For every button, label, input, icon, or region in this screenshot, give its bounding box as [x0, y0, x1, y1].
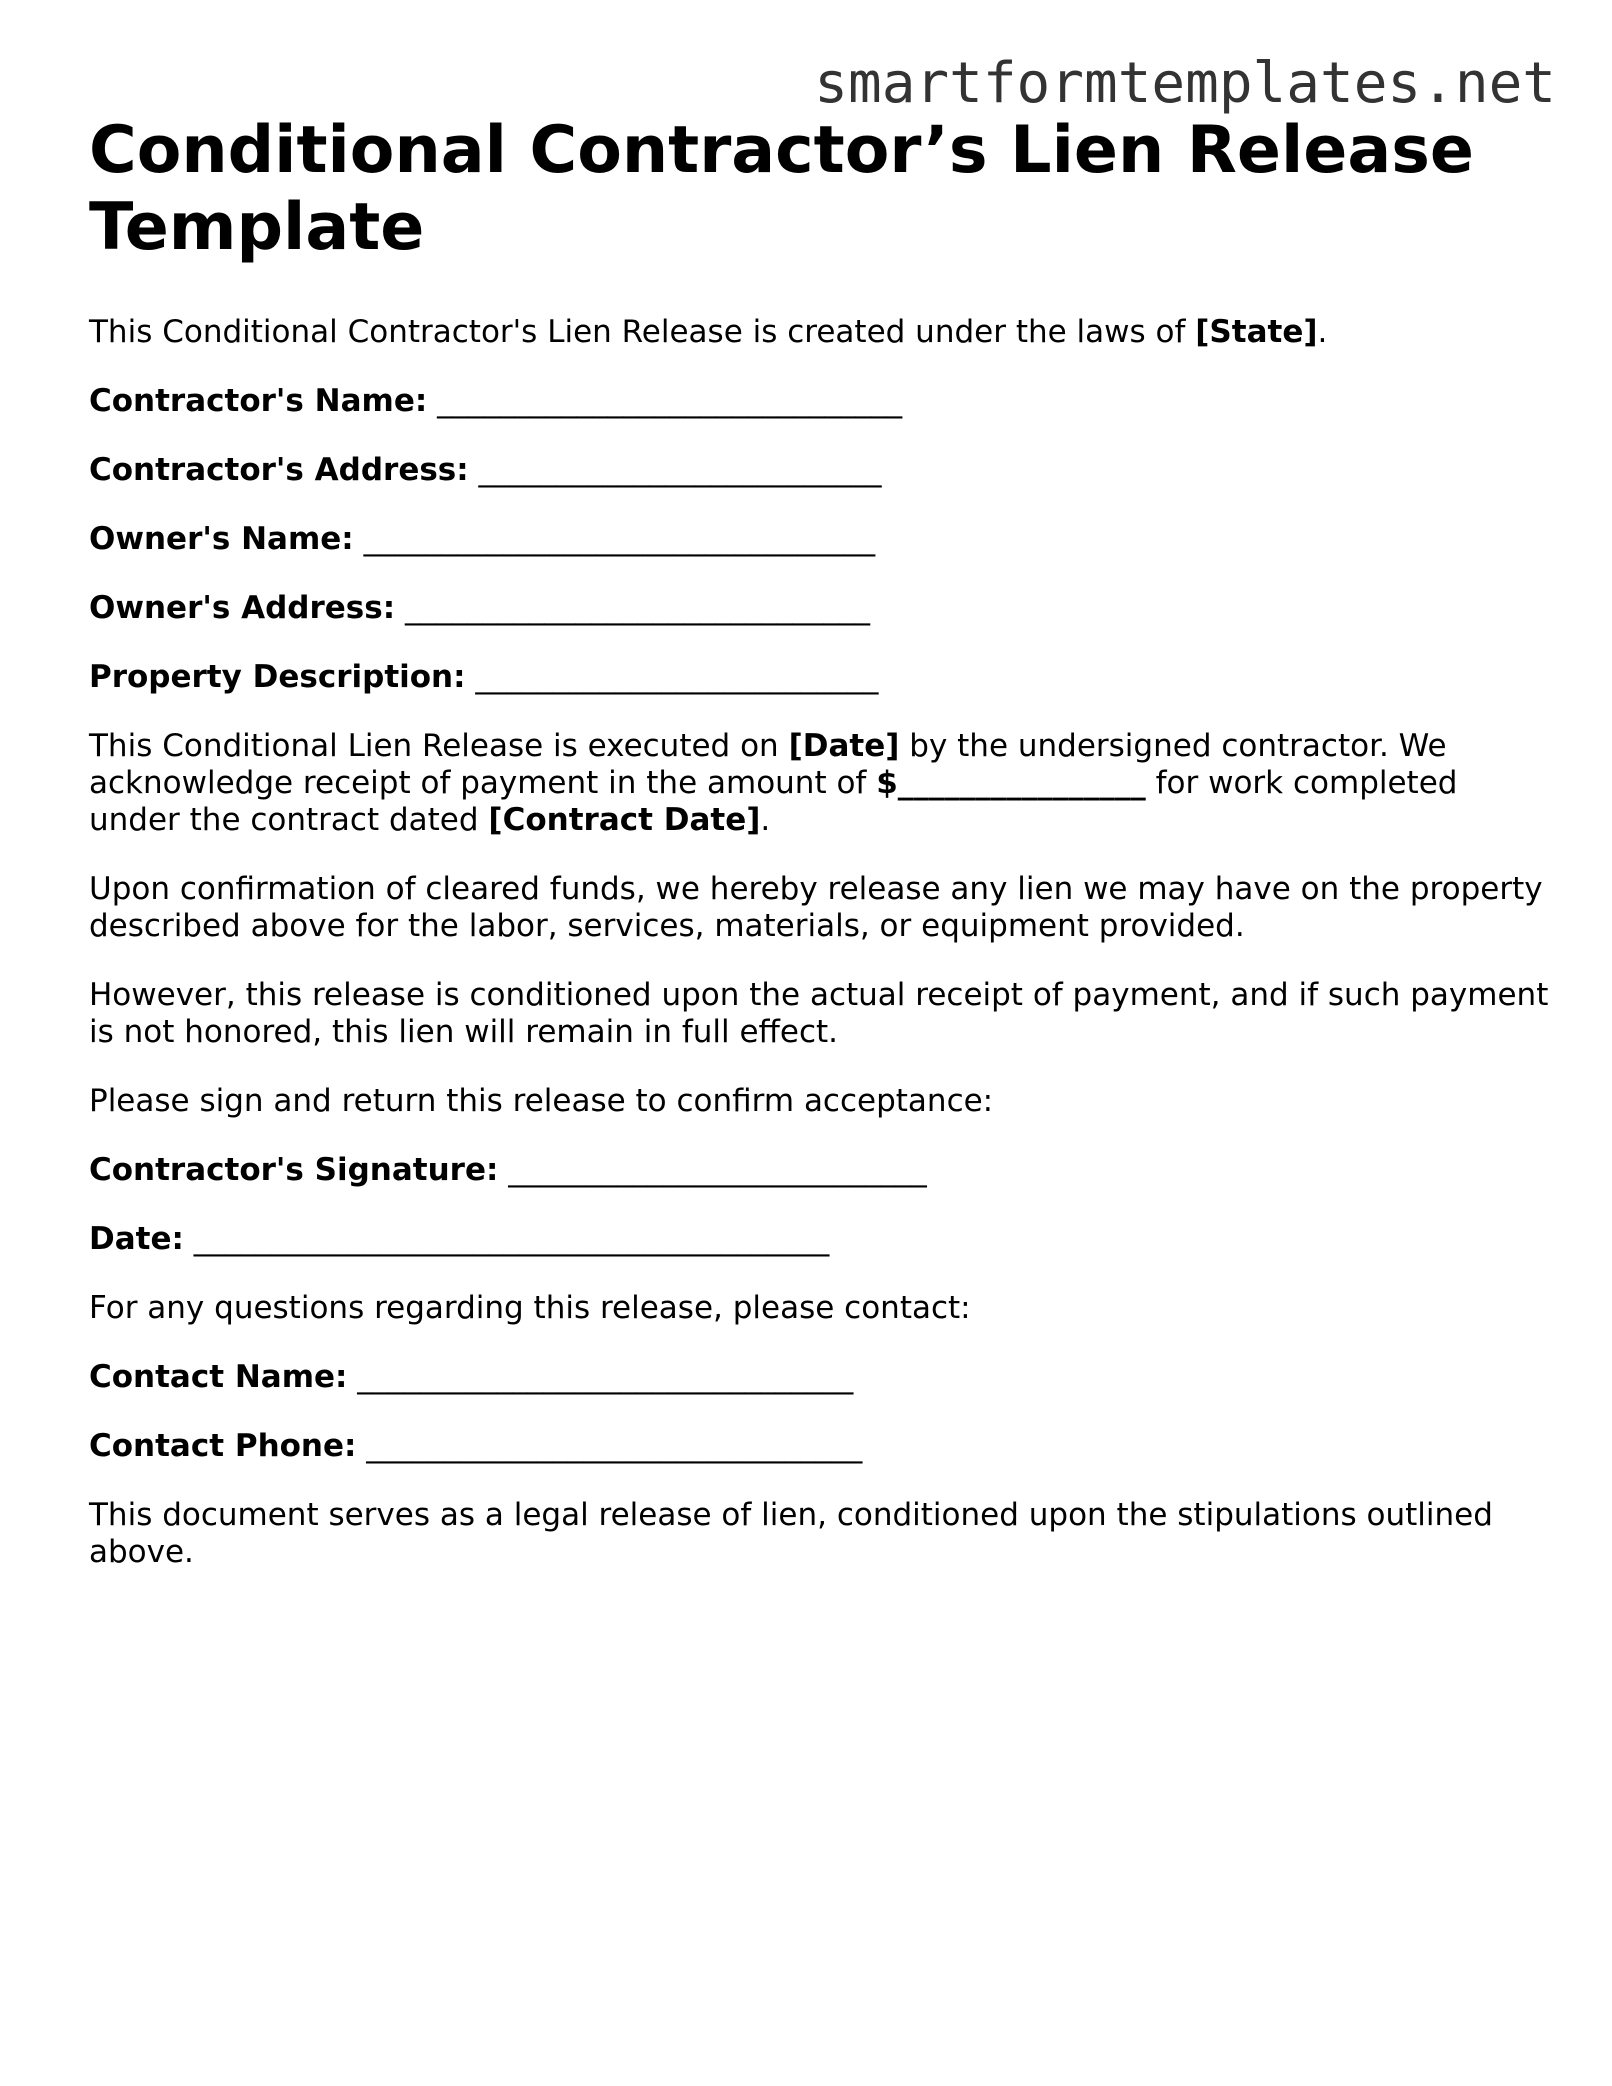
execution-paragraph	[89, 728, 1549, 839]
closing-paragraph: This document serves as a legal release of lien, conditioned upon the stipulations outlined above.	[89, 1497, 1493, 1570]
owner-address-blank[interactable]: ______________________________	[404, 590, 870, 626]
execution-text-2: by the undersigned contractor. We acknowledge receipt of payment in the amount of	[89, 728, 1447, 801]
title-line-2: Template	[89, 190, 425, 265]
contractor-name-blank[interactable]: ______________________________	[437, 383, 903, 419]
contact-phone-label: Contact Phone:	[89, 1428, 357, 1464]
contact-name-blank[interactable]: ________________________________	[357, 1359, 854, 1395]
sign-instruction: Please sign and return this release to confirm acceptance:	[89, 1083, 994, 1119]
owner-name-blank[interactable]: _________________________________	[363, 521, 876, 557]
release-paragraph: Upon confirmation of cleared funds, we hereby release any lien we may have on the property described above for the labor, services, materials, or equipment provided.	[89, 871, 1543, 944]
owner-name-field	[89, 521, 1549, 558]
contact-phone-blank[interactable]: ________________________________	[366, 1428, 863, 1464]
date-field	[89, 1221, 1549, 1258]
contact-name-label: Contact Name:	[89, 1359, 348, 1395]
contractor-address-blank[interactable]: __________________________	[478, 452, 882, 488]
execution-text-4: .	[760, 802, 771, 838]
document-body	[89, 112, 1549, 1571]
date-placeholder: [Date]	[788, 728, 900, 764]
owner-address-field	[89, 590, 1549, 627]
amount-blank[interactable]: $________________	[876, 765, 1146, 801]
execution-text-1: This Conditional Lien Release is executed on	[89, 728, 789, 764]
intro-text: This Conditional Contractor's Lien Release is created under the laws of	[89, 314, 1196, 350]
execution-text-3: for work completed under the contract dated	[89, 765, 1458, 838]
title-line-1: Conditional Contractor’s Lien Release	[89, 113, 1474, 188]
owner-address-label: Owner's Address:	[89, 590, 396, 626]
contractor-name-field	[89, 383, 1549, 420]
signature-blank[interactable]: ___________________________	[508, 1152, 927, 1188]
contractor-address-label: Contractor's Address:	[89, 452, 469, 488]
property-description-blank[interactable]: __________________________	[475, 659, 879, 695]
contract-date-placeholder: [Contract Date]	[488, 802, 761, 838]
state-placeholder: [State]	[1195, 314, 1318, 350]
contact-name-field	[89, 1359, 1549, 1396]
contact-phone-field	[89, 1428, 1549, 1465]
date-label: Date:	[89, 1221, 184, 1257]
document-title	[89, 112, 1549, 266]
contractor-name-label: Contractor's Name:	[89, 383, 428, 419]
intro-paragraph	[89, 314, 1549, 351]
property-description-label: Property Description:	[89, 659, 466, 695]
date-blank[interactable]: _________________________________________	[193, 1221, 830, 1257]
contact-instruction: For any questions regarding this release, please contact:	[89, 1290, 971, 1326]
owner-name-label: Owner's Name:	[89, 521, 354, 557]
signature-field	[89, 1152, 1549, 1189]
signature-label: Contractor's Signature:	[89, 1152, 499, 1188]
condition-paragraph: However, this release is conditioned upon the actual receipt of payment, and if such payment is not honored, this lien will remain in full effect.	[89, 977, 1549, 1050]
site-watermark: smartformtemplates.net	[814, 51, 1556, 116]
contractor-address-field	[89, 452, 1549, 489]
property-description-field	[89, 659, 1549, 696]
intro-end: .	[1317, 314, 1328, 350]
